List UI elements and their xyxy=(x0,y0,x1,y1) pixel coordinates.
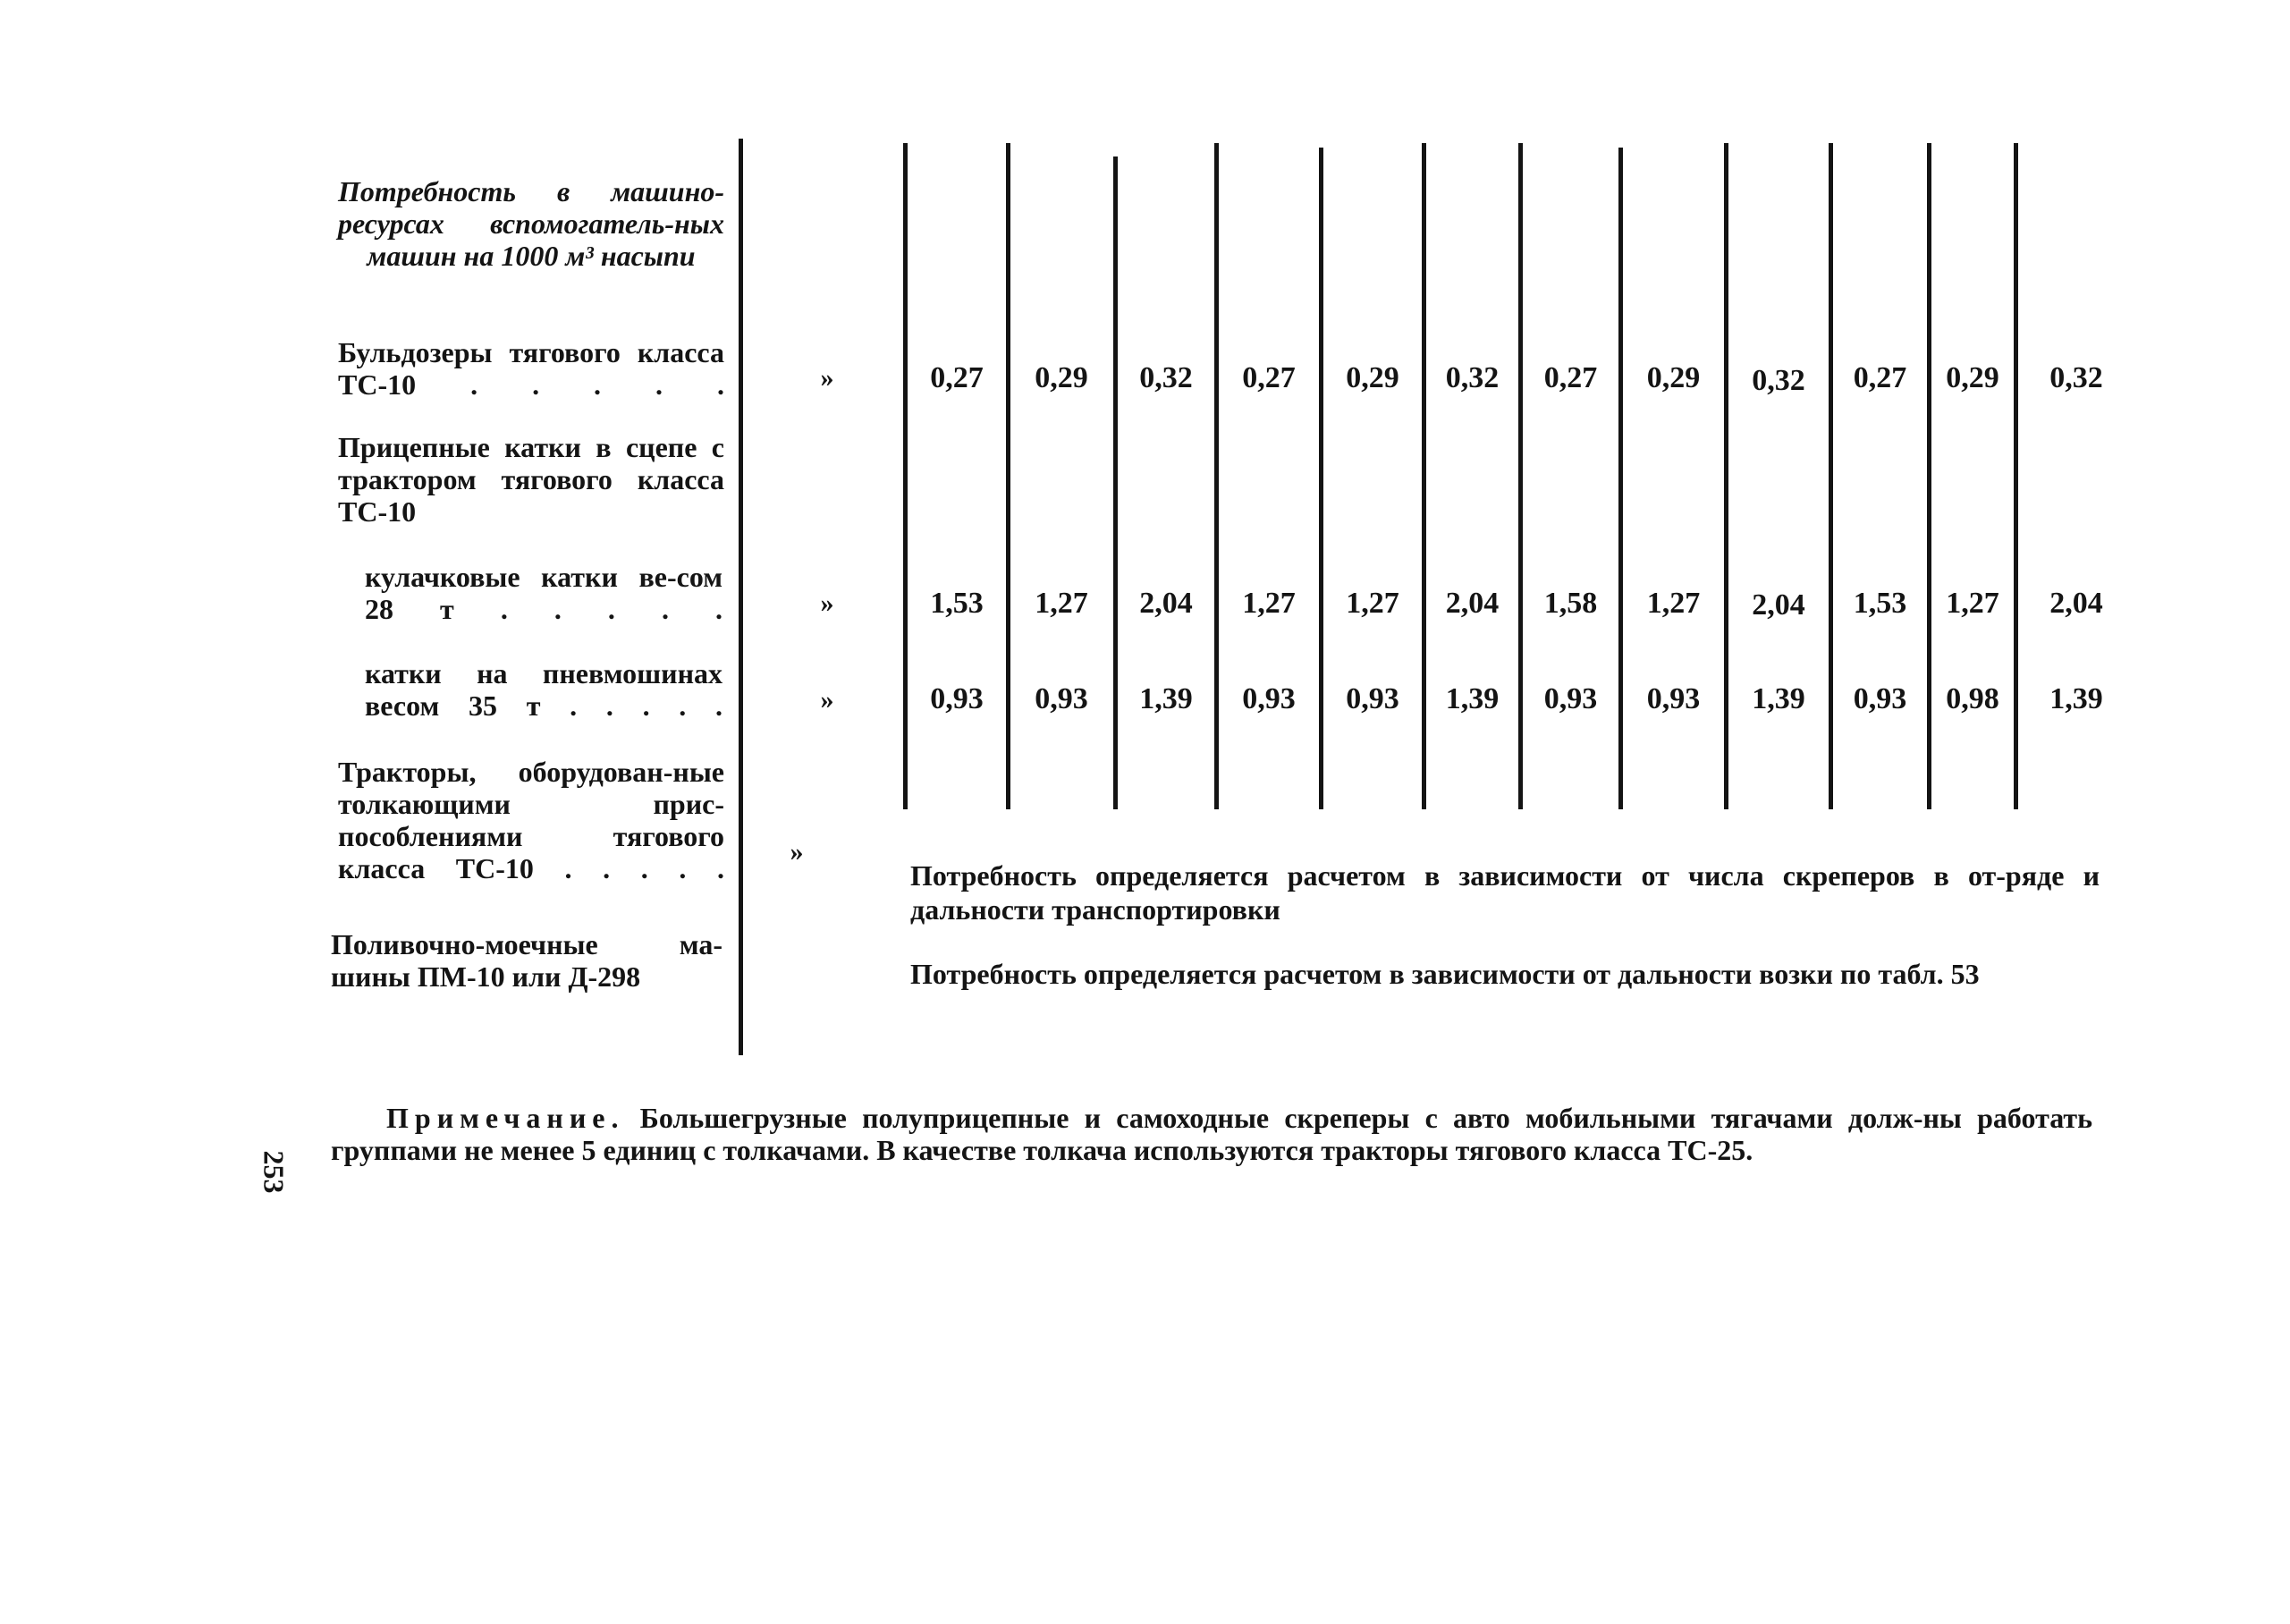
footnote-text: Большегрузные полуприцепные и самоходные скреперы с авто мобильными тягачами долж-ны работать группами не менее 5 единиц с толкачами. В качестве толкача используются тракторы тягового класса ТС-25. xyxy=(331,1102,2092,1166)
table-cell: 0,32 xyxy=(1752,364,1805,397)
table-cell: 2,04 xyxy=(1139,587,1193,620)
table-cell: 0,93 xyxy=(1346,682,1399,715)
table-cell: 0,93 xyxy=(1035,682,1088,715)
table-cell: 1,39 xyxy=(1445,682,1500,715)
unit-mark: » xyxy=(790,837,804,867)
table-cell: 1,27 xyxy=(1035,587,1088,620)
row-label-tractors: Тракторы, оборудован-ные толкающими прис-пособлениями тягового класса ТС-10 . . . . . xyxy=(338,756,724,884)
table-cell: 0,29 xyxy=(1346,361,1399,394)
row-label-rollers: Прицепные катки в сцепе с трактором тягового класса ТС-10 xyxy=(338,431,724,528)
row-label-header: Потребность в машино-ресурсах вспомогатель-ных машин на 1000 м³ насыпи xyxy=(338,175,724,272)
table-cell: 1,39 xyxy=(1139,682,1193,715)
table-cell: 0,93 xyxy=(1543,682,1598,715)
table-cell: 0,32 xyxy=(1445,361,1500,394)
table-cell: 1,53 xyxy=(930,587,984,620)
table-cell: 0,93 xyxy=(930,682,984,715)
table-cell: 2,04 xyxy=(2049,587,2103,620)
table-cell: 0,32 xyxy=(1139,361,1193,394)
footnote xyxy=(331,1102,2092,1166)
column-rule xyxy=(903,143,908,809)
table-cell: 1,27 xyxy=(1242,587,1296,620)
table-cell: 2,04 xyxy=(1752,588,1805,622)
table-cell: 1,53 xyxy=(1853,587,1907,620)
table-cell: 0,29 xyxy=(1946,361,1999,394)
row-label-bulldozers: Бульдозеры тягового класса ТС-10 . . . . . xyxy=(338,336,724,401)
row-label-pneumatic-rollers: катки на пневмошинах весом 35 т . . . . . xyxy=(365,657,722,722)
table-cell: 0,29 xyxy=(1646,361,1701,394)
table-cell: 1,27 xyxy=(1346,587,1399,620)
table-cell: 0,98 xyxy=(1946,682,1999,715)
table-cell: 0,27 xyxy=(1853,361,1907,394)
page-number: 253 xyxy=(258,1150,291,1194)
note-tractors: Потребность определяется расчетом в зависимости от числа скреперов в от-ряде и дальности транспортировки xyxy=(910,859,2100,926)
row-label-cam-rollers: кулачковые катки ве-сом 28 т . . . . . xyxy=(365,561,722,625)
unit-mark: » xyxy=(820,685,834,715)
footnote-lead: Примечание. xyxy=(386,1102,625,1134)
table-cell: 0,32 xyxy=(2049,361,2103,394)
table-cell: 0,27 xyxy=(1242,361,1296,394)
table-cell: 1,39 xyxy=(2049,682,2103,715)
table-cell: 0,93 xyxy=(1242,682,1296,715)
unit-mark: » xyxy=(820,363,834,393)
table-cell: 1,58 xyxy=(1543,587,1598,620)
note-watering: Потребность определяется расчетом в зависимости от дальности возки по табл. 53 xyxy=(910,958,1980,990)
table-cell: 2,04 xyxy=(1445,587,1500,620)
table-cell: 1,27 xyxy=(1646,587,1701,620)
table-cell: 0,29 xyxy=(1035,361,1088,394)
table-cell: 0,93 xyxy=(1853,682,1907,715)
table-cell: 0,27 xyxy=(930,361,984,394)
table-cell: 0,27 xyxy=(1543,361,1598,394)
table-cell: 1,27 xyxy=(1946,587,1999,620)
table-cell: 0,93 xyxy=(1646,682,1701,715)
row-label-watering-machines: Поливочно-моечные ма-шины ПМ-10 или Д-298 xyxy=(331,928,722,993)
unit-mark: » xyxy=(820,588,834,618)
table-cell: 1,39 xyxy=(1752,682,1805,715)
table-rule-left xyxy=(739,139,743,1055)
